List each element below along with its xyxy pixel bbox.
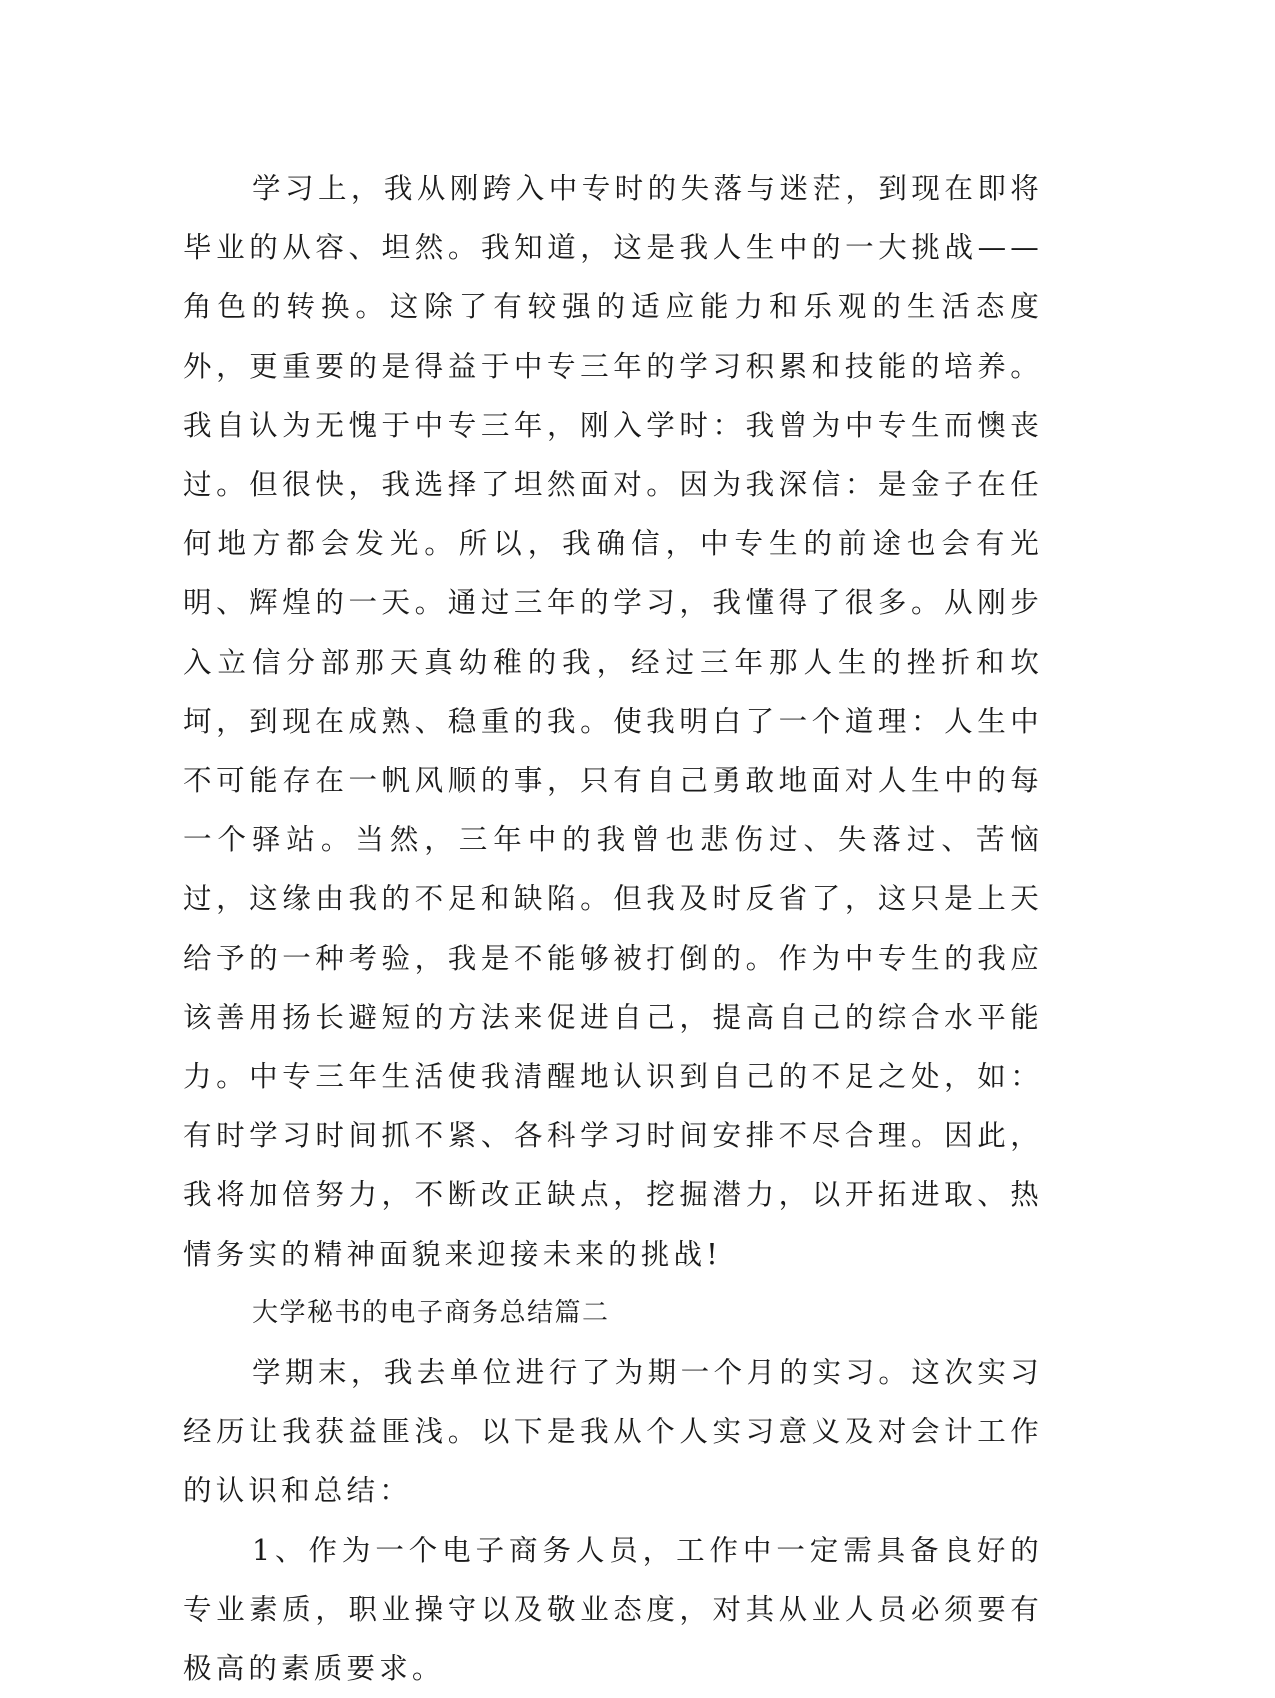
document-body bbox=[183, 159, 1043, 1698]
body-paragraph: 学习上，我从刚跨入中专时的失落与迷茫，到现在即将毕业的从容、坦然。我知道，这是我人生中的一大挑战——角色的转换。这除了有较强的适应能力和乐观的生活态度外，更重要的是得益于中专三年的学习积累和技能的培养。我自认为无愧于中专三年，刚入学时：我曾为中专生而懊丧过。但很快，我选择了坦然面对。因为我深信：是金子在任何地方都会发光。所以，我确信，中专生的前途也会有光明、辉煌的一天。通过三年的学习，我懂得了很多。从刚步入立信分部那天真幼稚的我，经过三年那人生的挫折和坎坷，到现在成熟、稳重的我。使我明白了一个道理：人生中不可能存在一帆风顺的事，只有自己勇敢地面对人生中的每一个驿站。当然，三年中的我曾也悲伤过、失落过、苦恼过，这缘由我的不足和缺陷。但我及时反省了，这只是上天给予的一种考验，我是不能够被打倒的。作为中专生的我应该善用扬长避短的方法来促进自己，提高自己的综合水平能力。中专三年生活使我清醒地认识到自己的不足之处，如：有时学习时间抓不紧、各科学习时间安排不尽合理。因此，我将加倍努力，不断改正缺点，挖掘潜力，以开拓进取、热情务实的精神面貌来迎接未来的挑战! bbox=[183, 172, 1043, 1271]
section-heading: 大学秘书的电子商务总结篇二 bbox=[252, 1297, 610, 1328]
body-paragraph-2: 学期末，我去单位进行了为期一个月的实习。这次实习经历让我获益匪浅。以下是我从个人实习意义及对会计工作的认识和总结： bbox=[183, 1356, 1043, 1508]
numbered-item-1: 1、作为一个电子商务人员，工作中一定需具备良好的专业素质，职业操守以及敬业态度，对其从业人员必须要有极高的素质要求。 bbox=[183, 1533, 1043, 1686]
